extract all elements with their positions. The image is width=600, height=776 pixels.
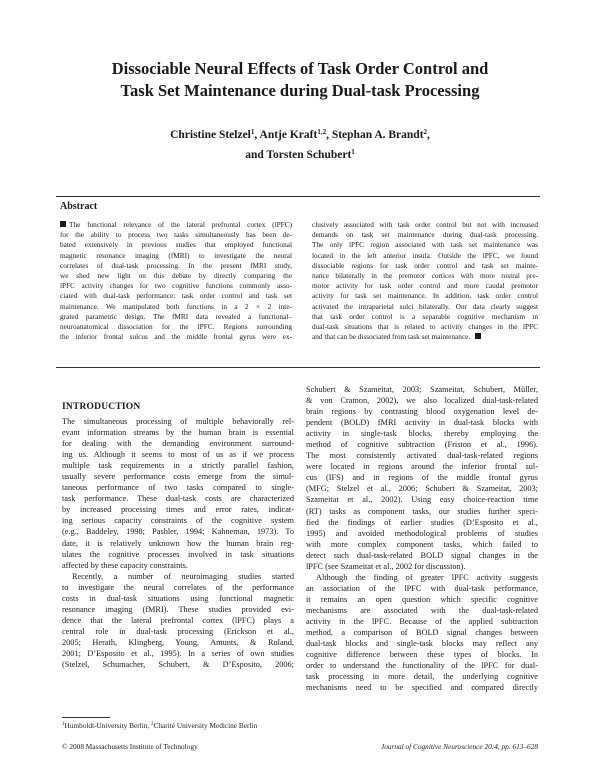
body-line: 2001; D’Esposito et al., 1995). In a series of own studies <box>62 648 294 658</box>
body-line: brain regions by contrasting blood oxygenation level de- <box>306 407 538 417</box>
body-line: affected by these capacity constraints. <box>62 560 188 570</box>
body-line: cognitive difference between these types of blocks. In <box>306 650 538 660</box>
body-line: central role in dual-task processing (Erickson et al., <box>62 626 294 636</box>
abstract-line: located in the left anterior insula. Outside the lPFC, we found <box>312 250 538 260</box>
body-line: for dealing with the demanding environment surround- <box>62 439 294 449</box>
body-line: cus (IFS) and in regions of the middle frontal gyrus <box>306 473 538 483</box>
affiliation-text: Humboldt-University Berlin, <box>64 721 152 730</box>
body-line: it remains an open question which specific cognitive <box>306 594 538 604</box>
body-line: taneous performance of two tasks compared to single- <box>62 483 294 493</box>
abstract-line: that task order control is a separable cognitive mechanism in <box>312 311 538 321</box>
abstract-line: ciated with dual-task performance: task order control and task set <box>60 291 292 301</box>
author-name: Stephan A. Brandt <box>331 129 424 141</box>
author-separator: , <box>254 129 260 141</box>
body-line: Szameitat et al., 2002). Using easy choice-reaction time <box>306 495 538 505</box>
abstract-line: magnetic resonance imaging (fMRI) to investigate the neural <box>60 250 292 260</box>
journal-citation: Journal of Cognitive Neuroscience 20:4, pp. 613–628 <box>381 742 538 751</box>
body-line: Schubert & Szameitat, 2003; Szameitat, Schubert, Müller, <box>306 385 538 394</box>
body-line: activity in the lPFC. Because of the applied subtraction <box>306 616 538 626</box>
abstract-heading: Abstract <box>60 201 98 212</box>
affiliation-mark: 2 <box>151 722 154 727</box>
body-left-column <box>62 416 294 670</box>
body-line: (RT) tasks as component tasks, our studies further speci- <box>306 506 538 516</box>
body-right-column <box>306 384 538 693</box>
abstract-line: activity for task set maintenance. In addition, task order control <box>312 291 538 301</box>
body-line: mechanisms need to be specified and compared directly <box>306 683 538 693</box>
body-line: costs in dual-task situations using functional magnetic <box>62 593 294 603</box>
body-line: 1995) and avoided methodological problems of studies <box>306 528 538 538</box>
copyright-notice: © 2008 Massachusetts Institute of Technology <box>62 742 198 751</box>
body-line: Recently, a number of neuroimaging studies started <box>72 571 294 581</box>
abstract-line: and that can be dissociated from task set maintenance. <box>312 332 538 342</box>
body-line: an association of the lPFC with dual-task performance, <box>306 583 538 593</box>
body-line: The simultaneous processing of multiple behaviorally rel- <box>62 417 294 426</box>
author-list <box>60 124 540 164</box>
body-line: dual-task blocks and single-task blocks may reflect any <box>306 639 538 649</box>
body-line: (MFG; Stelzel et al., 2006; Schubert & Szameitat, 2003; <box>306 484 538 494</box>
affiliation-mark: 1 <box>62 722 65 727</box>
abstract-left-column <box>60 220 292 342</box>
body-line: task performance. These dual-task costs are characterized <box>62 494 294 504</box>
body-line: order to understand the functionality of the lPFC for dual- <box>306 661 538 671</box>
author-affiliation-mark: 1 <box>250 128 255 136</box>
abstract-line: bated extensively in previous studies that employed functional <box>60 240 292 250</box>
body-line: task processing in more detail, the underlying cognitive <box>306 672 538 682</box>
author-line-1 <box>60 124 540 144</box>
body-line: activity in single-task blocks, thereby employing the <box>306 429 538 439</box>
abstract-line: The functional relevance of the lateral prefrontal cortex (lPFC) <box>60 220 292 230</box>
body-line: method of cognitive subtraction (Friston et al., 1996). <box>306 440 538 450</box>
body-line: & von Cramon, 2002), we also localized dual-task-related <box>306 396 538 406</box>
abstract-line: The only lPFC region associated with task set maintenance was <box>312 240 538 250</box>
section-end-marker <box>475 333 481 339</box>
author-name: and Torsten Schubert <box>245 149 352 161</box>
abstract-line: the inferior frontal sulcus and the middle frontal gyrus were ex- <box>60 332 292 342</box>
abstract-line: nance bilaterally in the premotor cortices with more rostral pre- <box>312 271 538 281</box>
body-line: (Stelzel, Schumacher, Schubert, & D’Esposito, 2006; <box>62 660 294 670</box>
body-line: The most consistently activated dual-task-related regions <box>306 451 538 461</box>
abstract-line: demands on task set maintenance during dual-task processing. <box>312 230 538 240</box>
author-name: Christine Stelzel <box>170 129 251 141</box>
body-line: date, it is relatively unknown how the human brain reg- <box>62 538 294 548</box>
body-line: pendent (BOLD) fMRI activity in dual-task blocks with <box>306 418 538 428</box>
section-start-marker <box>60 221 66 227</box>
abstract-line: for the ability to process two tasks simultaneously has been de- <box>60 230 292 240</box>
body-line: usually severe performance costs emerge from the simul- <box>62 472 294 482</box>
body-line: by increased processing times and error rates, indicat- <box>62 505 294 515</box>
author-line-2 <box>60 144 540 164</box>
abstract-line: clusively associated with task order control but not with increased <box>312 220 538 229</box>
body-line: to investigate the neural correlates of the performance <box>62 582 294 592</box>
author-separator: , <box>326 129 332 141</box>
body-line: ulates the cognitive processes involved in task situations <box>62 549 294 559</box>
author-name: Antje Kraft <box>259 129 318 141</box>
abstract-line: maintenance. We manipulated both functions in a 2 × 2 inte- <box>60 301 292 311</box>
body-line: Although the finding of greater lPFC activity suggests <box>316 572 538 582</box>
author-affiliation-mark: 1,2 <box>317 128 327 136</box>
author-affiliation-mark: 1 <box>351 148 355 156</box>
body-line: 2005; Herath, Klingberg, Young, Amunts, & Roland, <box>62 637 294 647</box>
abstract-line: correlates of dual-task processing. In the present fMRI study, <box>60 260 292 270</box>
author-separator: , <box>427 129 430 141</box>
body-line: method, a comparison of BOLD signal changes between <box>306 628 538 638</box>
introduction-heading: INTRODUCTION <box>62 402 141 412</box>
author-affiliation-mark: 2 <box>423 128 428 136</box>
body-line: dence that the lateral prefrontal cortex (lPFC) plays a <box>62 615 294 625</box>
abstract-line: neuroanatomical dissociation for the lPFC. Regions surrounding <box>60 322 292 332</box>
abstract-right-column <box>312 220 538 342</box>
body-line: ing us. Although it seems to most of us as if we process <box>62 450 294 460</box>
body-line: mechanisms are associated with the dual-task-related <box>306 605 538 615</box>
abstract-line: we shed new light on this debate by directly comparing the <box>60 271 292 281</box>
abstract-line: dual-task situations that is related to activity changes in the lPFC <box>312 322 538 332</box>
body-line: multiple task requirements in a strictly parallel fashion, <box>62 461 294 471</box>
title-line: Dissociable Neural Effects of Task Order Control and <box>111 59 489 78</box>
paper-title <box>40 58 560 102</box>
body-line: detect such dual-task-related BOLD signal changes in the <box>306 550 538 560</box>
title-line: Task Set Maintenance during Dual-task Processing <box>120 81 480 100</box>
body-line: fied the findings of earlier studies (D’Esposito et al., <box>306 517 538 527</box>
body-line: were located in regions around the inferior frontal sul- <box>306 462 538 472</box>
body-line: lPFC (see Szameitat et al., 2002 for discussion). <box>306 561 466 571</box>
body-line: evant information streams by the human brain is essential <box>62 428 294 438</box>
affiliation-text: Charité University Medicine Berlin <box>153 721 258 730</box>
abstract-line: dissociable regions for task order control and task set mainte- <box>312 260 538 270</box>
abstract-line: grated parametric design. The fMRI data revealed a functional– <box>60 311 292 321</box>
abstract-line: motor activity for task order control and more caudal premotor <box>312 281 538 291</box>
body-line: resonance imaging (fMRI). These studies provided evi- <box>62 604 294 614</box>
body-line: ing serious capacity constraints of the cognitive system <box>62 516 294 526</box>
footnote-rule <box>62 717 110 718</box>
affiliation-footnote <box>62 721 257 730</box>
abstract-line: lPFC activity changes for two cognitive functions commonly asso- <box>60 281 292 291</box>
body-line: with more complex component tasks, which failed to <box>306 539 538 549</box>
abstract-line: activated the intraparietal sulci bilaterally. Our data clearly suggest <box>312 301 538 311</box>
body-line: (e.g., Baddeley, 1998; Pashler, 1994; Kahneman, 1973). To <box>62 527 294 537</box>
